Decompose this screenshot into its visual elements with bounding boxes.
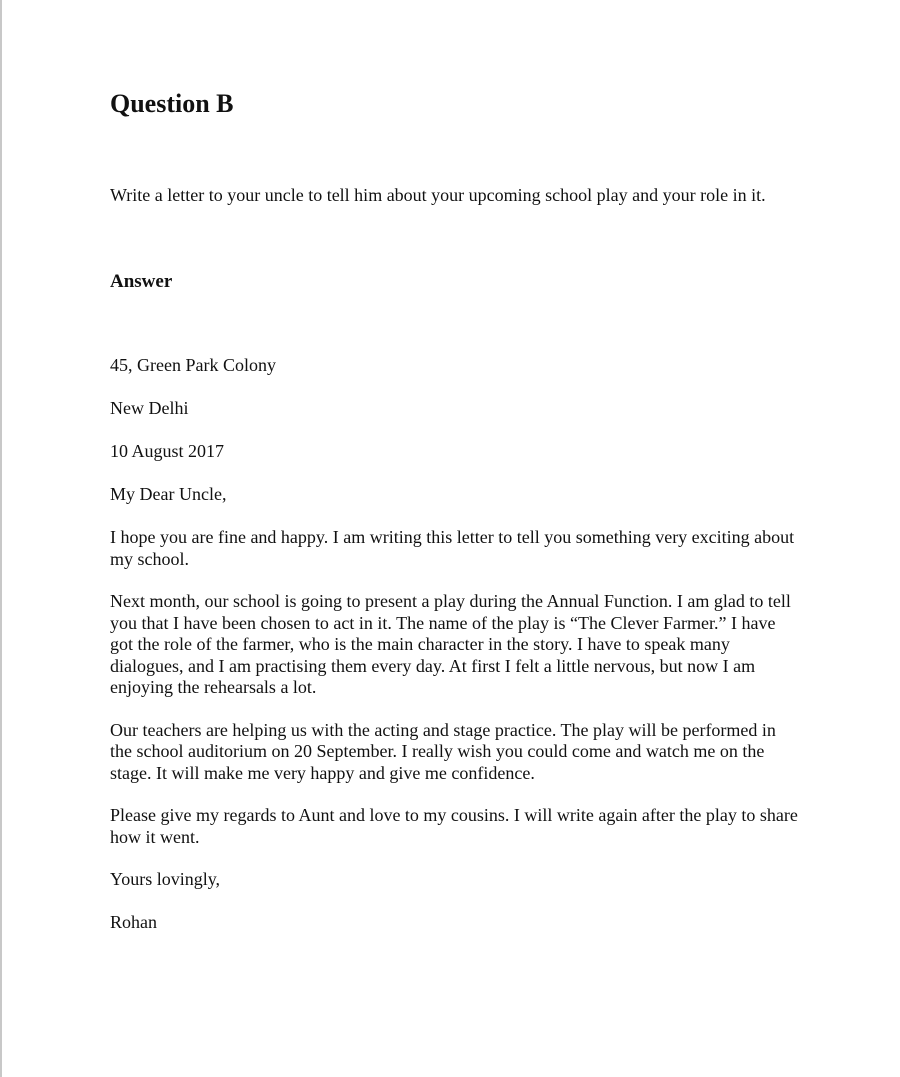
letter-paragraph-1: I hope you are fine and happy. I am writing this letter to tell you something very exciting about my school.	[110, 527, 795, 569]
address-line-1: 45, Green Park Colony	[110, 355, 276, 375]
address-line-2: New Delhi	[110, 398, 189, 418]
signature: Rohan	[110, 912, 157, 932]
question-title: Question B	[110, 89, 234, 118]
letter-paragraph-4: Please give my regards to Aunt and love to my cousins. I will write again after the play to share how it went.	[110, 805, 798, 847]
question-prompt: Write a letter to your uncle to tell him about your upcoming school play and your role in it.	[110, 185, 766, 205]
letter-paragraph-3: Our teachers are helping us with the acting and stage practice. The play will be performed in the school auditorium on 20 September. I really wish you could come and watch me on the stage. It will make me very happy and give me confidence.	[110, 719, 776, 783]
letter-paragraph-2: Next month, our school is going to present a play during the Annual Function. I am glad to tell you that I have been chosen to act in it. The name of the play is “The Clever Farmer.” I have got the role of the farmer, who is the main character in the story. I have to speak many dialogues, and I am practising them every day. At first I felt a little nervous, but now I am enjoying the rehearsals a lot.	[110, 591, 791, 697]
answer-heading: Answer	[110, 271, 173, 292]
closing: Yours lovingly,	[110, 869, 221, 889]
page-edge-divider	[0, 0, 2, 1077]
letter-date: 10 August 2017	[110, 441, 225, 461]
letter-body	[110, 355, 800, 955]
salutation: My Dear Uncle,	[110, 484, 227, 504]
